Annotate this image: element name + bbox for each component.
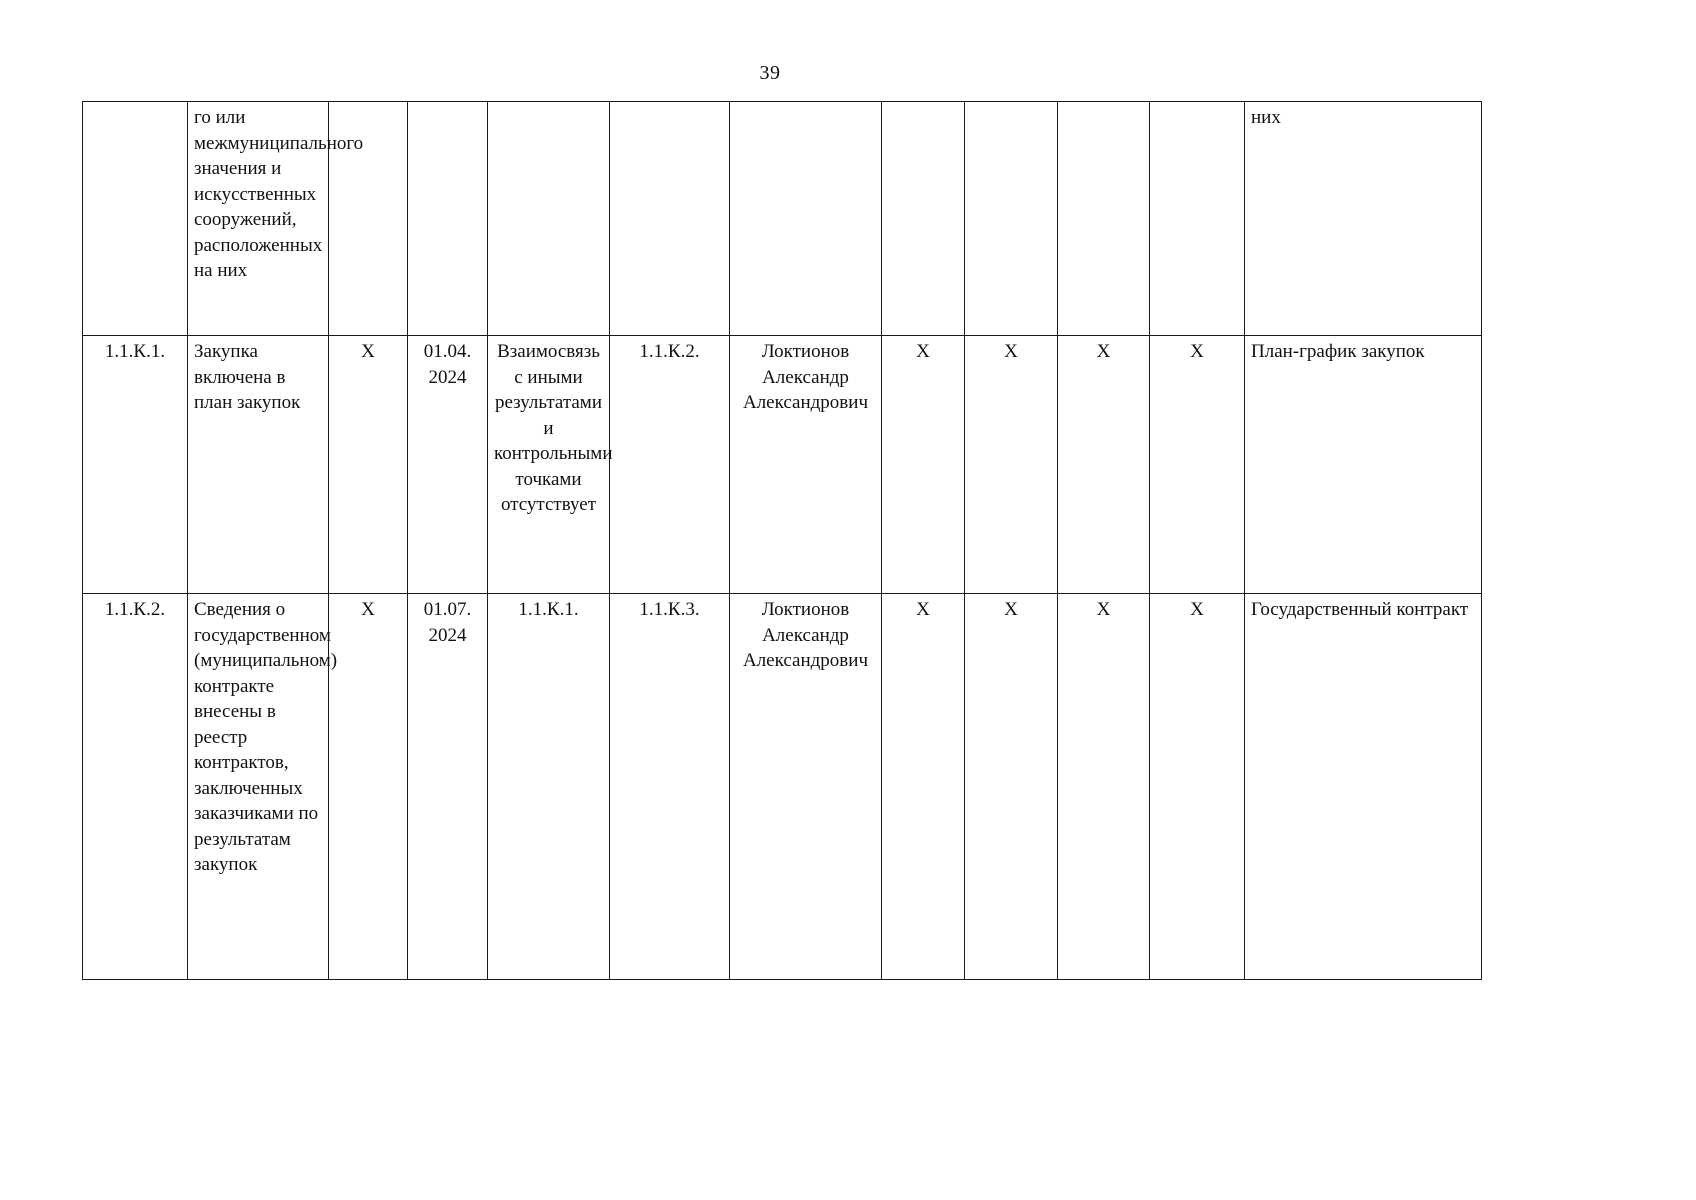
cell-document: План-график закупок <box>1245 336 1482 594</box>
cell-col10: Х <box>1058 594 1150 980</box>
cell-col11: Х <box>1150 336 1245 594</box>
cell-responsible: Локтионов Александр Александрович <box>730 594 882 980</box>
cell-successor <box>610 102 730 336</box>
cell-successor: 1.1.К.3. <box>610 594 730 980</box>
cell-col9 <box>965 102 1058 336</box>
cell-document <box>1245 102 1482 336</box>
cell-col8: Х <box>882 336 965 594</box>
cell-col3: Х <box>329 336 408 594</box>
cell-name: Закупка включена в план закупок <box>188 336 329 594</box>
cell-col9: Х <box>965 336 1058 594</box>
cell-predecessor <box>488 102 610 336</box>
cell-name: Сведения о государственном (муниципальном) контракте внесены в реестр контрактов, заключенных заказчиками по результатам закупок <box>188 594 329 980</box>
table-row-continuation <box>83 102 1482 336</box>
cell-responsible: Локтионов Александр Александрович <box>730 336 882 594</box>
cell-responsible <box>730 102 882 336</box>
cell-col10 <box>1058 102 1150 336</box>
cell-col11: Х <box>1150 594 1245 980</box>
cell-name-text: го или межмуниципального значения и искусственных сооружений, расположенных на них <box>194 107 364 281</box>
cell-predecessor: Взаимосвязь с иными результатами и контрольными точками отсутствует <box>488 336 610 594</box>
cell-col8 <box>882 102 965 336</box>
cell-name <box>188 102 364 336</box>
cell-code <box>83 102 188 336</box>
cell-document-text: них <box>1251 107 1281 128</box>
cell-date <box>408 102 488 336</box>
cell-date: 01.07. 2024 <box>408 594 488 980</box>
control-points-table <box>82 101 1482 980</box>
cell-code: 1.1.К.1. <box>83 336 188 594</box>
cell-col9: Х <box>965 594 1058 980</box>
page-number: 39 <box>759 62 781 84</box>
cell-col11 <box>1150 102 1245 336</box>
cell-document: Государственный контракт <box>1245 594 1482 980</box>
table-row <box>83 594 1482 980</box>
cell-col3: Х <box>329 594 408 980</box>
cell-col8: Х <box>882 594 965 980</box>
cell-successor: 1.1.К.2. <box>610 336 730 594</box>
cell-predecessor: 1.1.К.1. <box>488 594 610 980</box>
cell-date: 01.04. 2024 <box>408 336 488 594</box>
cell-col10: Х <box>1058 336 1150 594</box>
table-row <box>83 336 1482 594</box>
cell-code: 1.1.К.2. <box>83 594 188 980</box>
